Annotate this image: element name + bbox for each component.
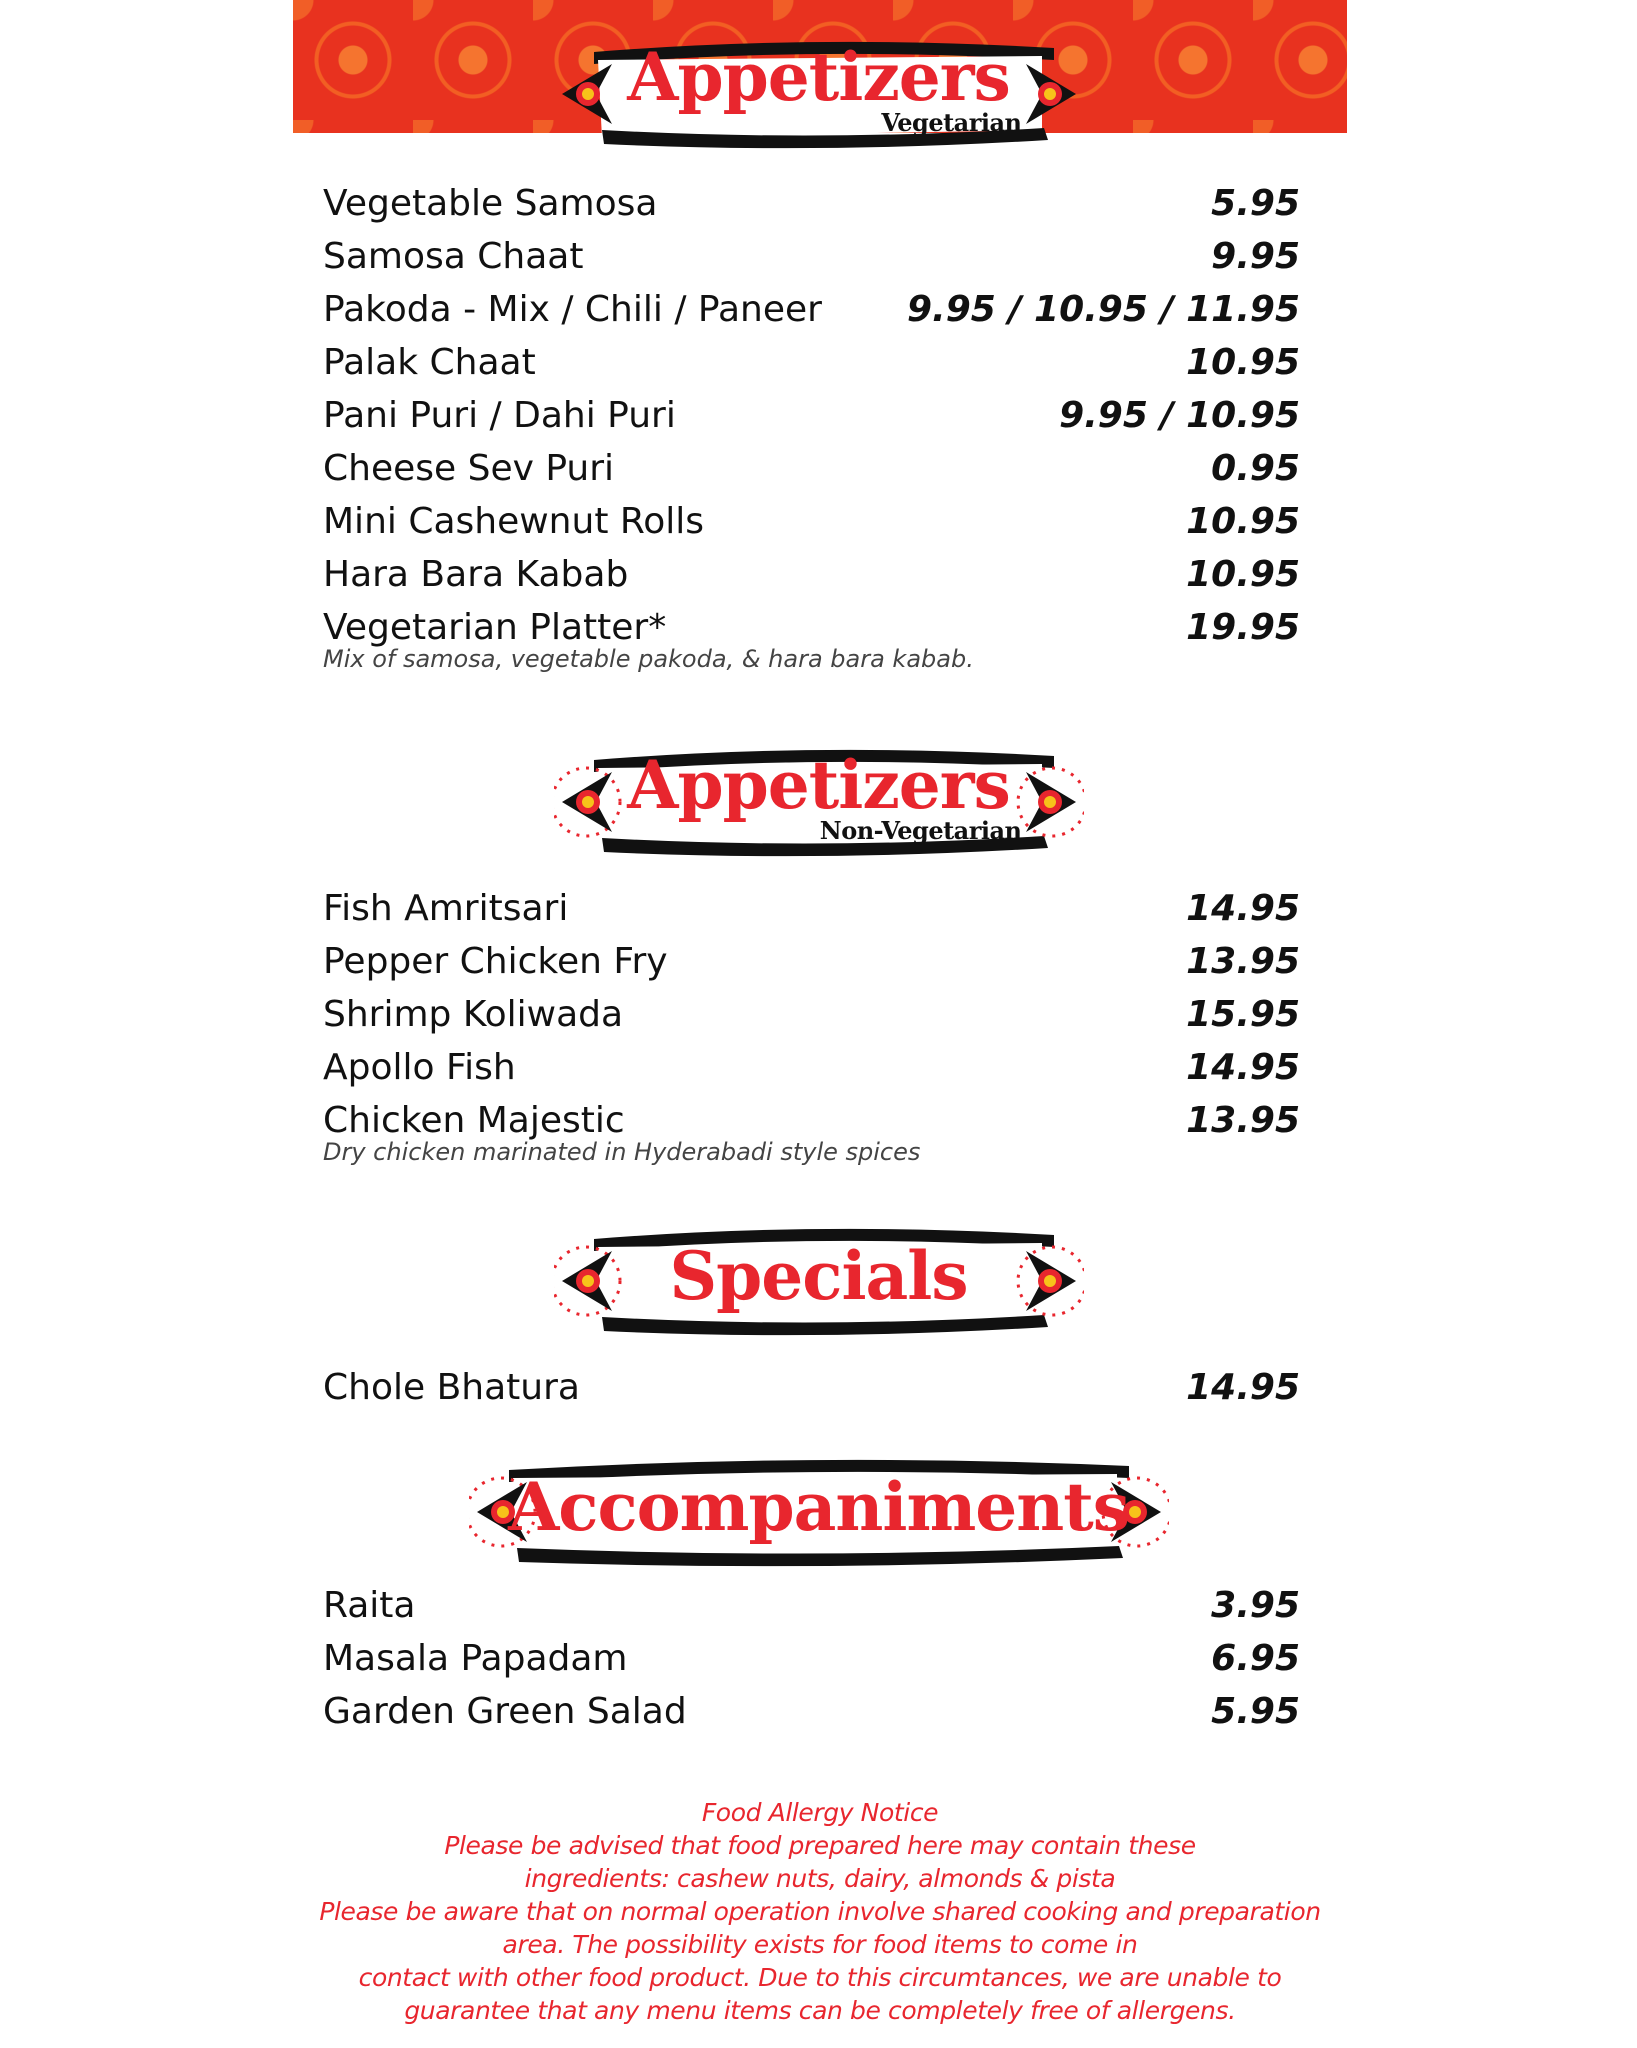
section-title: Appetizers <box>627 746 1010 824</box>
item-price: 5.95 <box>1211 183 1300 224</box>
item-price: 6.95 <box>1211 1638 1300 1679</box>
allergy-notice-line: ingredients: cashew nuts, dairy, almonds & pista <box>524 1864 1116 1893</box>
item-name: Palak Chaat <box>323 342 536 383</box>
item-name: Vegetable Samosa <box>323 183 658 224</box>
item-price: 15.95 <box>1186 994 1300 1035</box>
heading-accompaniments <box>469 1448 1169 1568</box>
item-description: Mix of samosa, vegetable pakoda, & hara bara kabab. <box>323 645 974 673</box>
heading-specials <box>554 1217 1084 1337</box>
item-name: Hara Bara Kabab <box>323 554 629 595</box>
item-price: 13.95 <box>1186 941 1300 982</box>
menu-item <box>323 988 1300 1041</box>
menu-list-non-vegetarian <box>323 882 1300 1167</box>
allergy-notice <box>293 1796 1347 2027</box>
item-name: Pani Puri / Dahi Puri <box>323 395 676 436</box>
item-price: 10.95 <box>1186 554 1300 595</box>
menu-item <box>323 495 1300 548</box>
heading-appetizers-non-vegetarian <box>554 738 1084 858</box>
item-price: 14.95 <box>1186 888 1300 929</box>
menu-item <box>323 548 1300 601</box>
item-name: Chole Bhatura <box>323 1367 580 1408</box>
item-name: Vegetarian Platter* <box>323 607 667 648</box>
item-price: 3.95 <box>1211 1585 1300 1626</box>
allergy-notice-line: Please be advised that food prepared here may contain these <box>444 1831 1196 1860</box>
item-price: 9.95 / 10.95 / 11.95 <box>907 289 1300 330</box>
item-price: 14.95 <box>1186 1047 1300 1088</box>
menu-item <box>323 389 1300 442</box>
item-name: Fish Amritsari <box>323 888 569 929</box>
heading-appetizers-vegetarian <box>554 30 1084 150</box>
section-subtitle: Vegetarian <box>881 108 1022 137</box>
menu-item <box>323 230 1300 283</box>
allergy-notice-heading: Food Allergy Notice <box>701 1798 939 1827</box>
menu-list-specials <box>323 1361 1300 1414</box>
menu-item <box>323 1361 1300 1414</box>
menu-item <box>323 882 1300 935</box>
item-price: 19.95 <box>1186 607 1300 648</box>
menu-list-vegetarian <box>323 177 1300 674</box>
item-price: 13.95 <box>1186 1100 1300 1141</box>
item-name: Chicken Majestic <box>323 1100 625 1141</box>
item-price: 14.95 <box>1186 1367 1300 1408</box>
item-name: Garden Green Salad <box>323 1691 687 1732</box>
item-name: Samosa Chaat <box>323 236 584 277</box>
section-title: Accompaniments <box>508 1468 1129 1546</box>
item-name: Shrimp Koliwada <box>323 994 624 1035</box>
section-title: Appetizers <box>627 38 1010 116</box>
menu-item <box>323 336 1300 389</box>
item-price: 5.95 <box>1211 1691 1300 1732</box>
item-price: 9.95 <box>1211 236 1300 277</box>
menu-item <box>323 1041 1300 1094</box>
allergy-notice-line: guarantee that any menu items can be completely free of allergens. <box>404 1996 1236 2025</box>
item-name: Pakoda - Mix / Chili / Paneer <box>323 289 822 330</box>
item-name: Raita <box>323 1585 416 1626</box>
item-name: Apollo Fish <box>323 1047 516 1088</box>
item-name: Cheese Sev Puri <box>323 448 615 489</box>
section-title: Specials <box>669 1237 968 1315</box>
item-price: 9.95 / 10.95 <box>1059 395 1300 436</box>
item-name: Pepper Chicken Fry <box>323 941 668 982</box>
section-subtitle: Non-Vegetarian <box>819 816 1022 845</box>
menu-item <box>323 1632 1300 1685</box>
menu-item <box>323 1579 1300 1632</box>
allergy-notice-line: contact with other food product. Due to this circumtances, we are unable to <box>358 1963 1282 1992</box>
menu-item <box>323 177 1300 230</box>
menu-item <box>323 442 1300 495</box>
item-description: Dry chicken marinated in Hyderabadi style spices <box>323 1138 921 1166</box>
allergy-notice-line: area. The possibility exists for food items to come in <box>502 1930 1138 1959</box>
item-price: 0.95 <box>1211 448 1300 489</box>
item-price: 10.95 <box>1186 501 1300 542</box>
menu-list-accompaniments <box>323 1579 1300 1738</box>
menu-item <box>323 1685 1300 1738</box>
menu-item <box>323 935 1300 988</box>
item-price: 10.95 <box>1186 342 1300 383</box>
allergy-notice-line: Please be aware that on normal operation involve shared cooking and preparation <box>319 1897 1321 1926</box>
item-name: Masala Papadam <box>323 1638 628 1679</box>
menu-item <box>323 283 1300 336</box>
item-name: Mini Cashewnut Rolls <box>323 501 705 542</box>
